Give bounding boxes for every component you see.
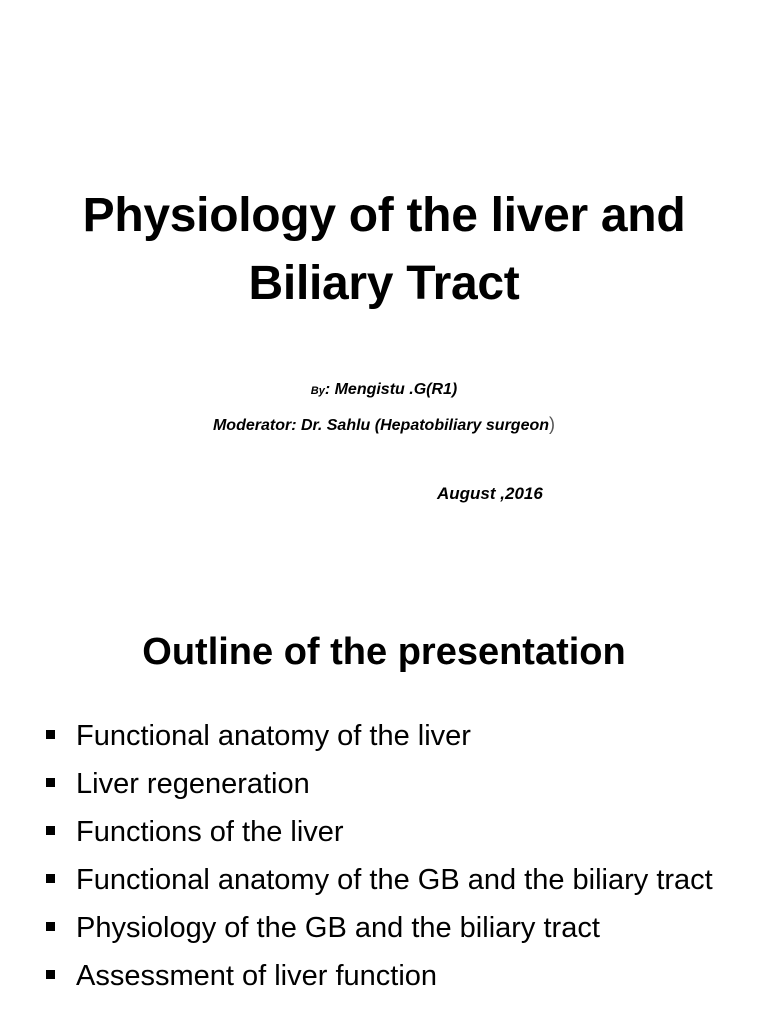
moderator-text: Moderator: Dr. Sahlu (Hepatobiliary surgeon [212, 417, 550, 434]
outline-item-text: Functions of the liver [76, 816, 344, 848]
square-bullet-icon [46, 874, 55, 883]
presentation-title [0, 182, 768, 318]
outline-item [0, 764, 768, 804]
outline-item [0, 860, 768, 900]
outline-item [0, 812, 768, 852]
outline-item-text: Functional anatomy of the liver [76, 720, 471, 752]
outline-item-text: Liver regeneration [76, 768, 310, 800]
outline-item-text: Assessment of liver function [76, 960, 438, 992]
outline-item [0, 716, 768, 756]
presentation-title-line-1: Physiology of the liver and [82, 189, 686, 242]
outline-item-text: Functional anatomy of the GB and the biliary tract [76, 864, 713, 896]
outline-title: Outline of the presentation [142, 631, 626, 673]
square-bullet-icon [46, 826, 55, 835]
presentation-date: August ,2016 [437, 484, 543, 503]
square-bullet-icon [46, 730, 55, 739]
author-byline [0, 381, 768, 399]
square-bullet-icon [46, 922, 55, 931]
outline-slide [0, 576, 768, 1024]
outline-item-text: Physiology of the GB and the biliary tract [76, 912, 600, 944]
moderator-line [0, 414, 768, 435]
outline-list [0, 716, 768, 1004]
outline-item [0, 956, 768, 996]
author-name: : Mengistu .G(R1) [324, 381, 458, 398]
outline-item [0, 908, 768, 948]
square-bullet-icon [46, 778, 55, 787]
moderator-close-paren: ) [549, 414, 556, 434]
by-prefix: By [310, 385, 325, 397]
square-bullet-icon [46, 970, 55, 979]
presentation-title-line-2: Biliary Tract [248, 257, 520, 310]
